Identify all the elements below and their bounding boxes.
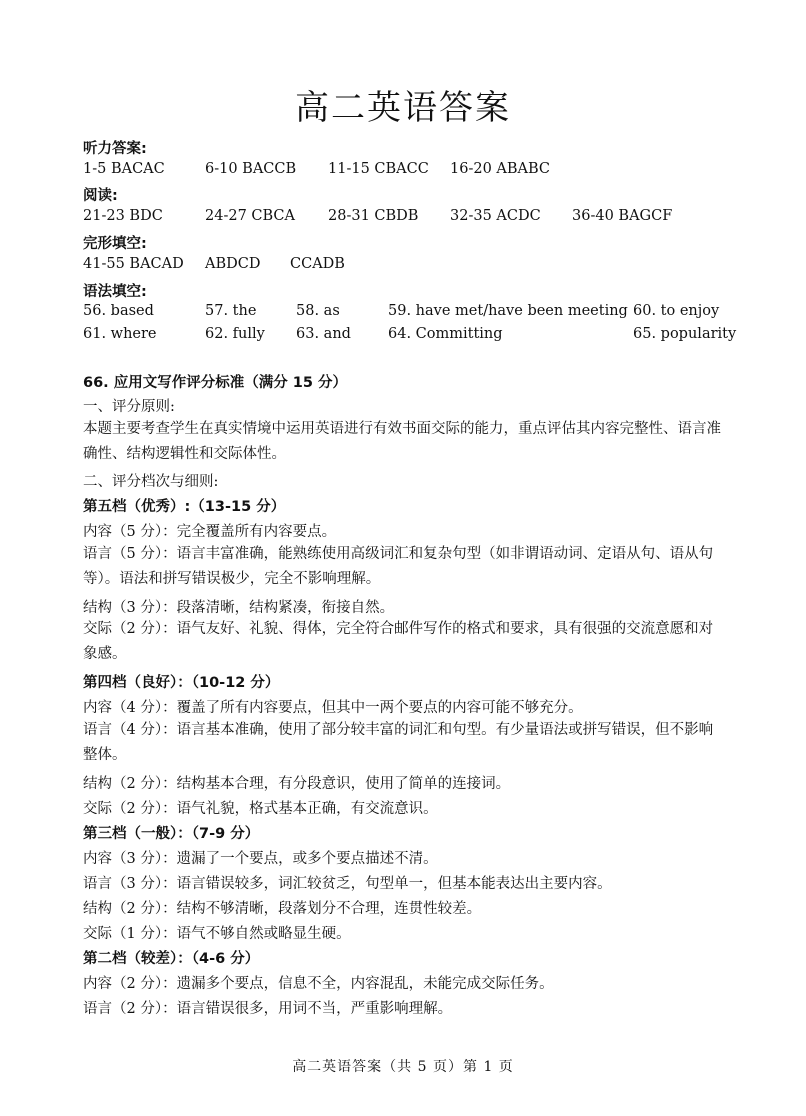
listening-answer: 1-5 BACAC xyxy=(83,161,165,177)
grammar-answer: 61. where xyxy=(83,326,157,342)
grammar-answer: 56. based xyxy=(83,303,154,319)
reading-answer: 24-27 CBCA xyxy=(205,208,295,224)
level4-structure: 结构（2 分）：结构基本合理，有分段意识，使用了简单的连接词。 xyxy=(83,776,511,792)
grammar-answer: 63. and xyxy=(296,326,351,342)
reading-answer: 28-31 CBDB xyxy=(328,208,419,224)
grammar-label: 语法填空: xyxy=(83,284,147,300)
level4-communication: 交际（2 分）：语气礼貌，格式基本正确，有交流意识。 xyxy=(83,801,438,817)
grammar-answer: 60. to enjoy xyxy=(633,303,720,319)
listening-answer: 16-20 ABABC xyxy=(450,161,551,177)
grammar-answer: 59. have met/have been meeting xyxy=(388,303,628,319)
level4-language: 语言（4 分）：语言基本准确，使用了部分较丰富的词汇和句型。有少量语法或拼写错误，但不影响整体。 xyxy=(83,722,714,763)
cloze-answer: CCADB xyxy=(290,256,345,272)
level2-heading: 第二档（较差）：（4-6 分） xyxy=(83,951,260,967)
levels-label: 二、评分档次与细则: xyxy=(83,474,219,490)
level5-structure: 结构（3 分）：段落清晰，结构紧凑，衔接自然。 xyxy=(83,600,395,616)
reading-answer: 36-40 BAGCF xyxy=(572,208,673,224)
level5-content: 内容（5 分）：完全覆盖所有内容要点。 xyxy=(83,524,337,540)
grammar-answer: 62. fully xyxy=(205,326,265,342)
page-footer: 高二英语答案（共 5 页）第 1 页 xyxy=(292,1059,514,1075)
grammar-answer: 65. popularity xyxy=(633,326,737,342)
cloze-label: 完形填空: xyxy=(83,236,147,252)
level3-content: 内容（3 分）：遗漏了一个要点，或多个要点描述不清。 xyxy=(83,851,438,867)
reading-label: 阅读: xyxy=(83,188,118,204)
level2-content: 内容（2 分）：遗漏多个要点，信息不全，内容混乱，未能完成交际任务。 xyxy=(83,976,554,992)
level5-heading: 第五档（优秀）:（13-15 分） xyxy=(83,499,286,515)
listening-answer: 11-15 CBACC xyxy=(328,161,429,177)
level5-language: 语言（5 分）：语言丰富准确，能熟练使用高级词汇和复杂句型（如非谓语动词、定语从句、语从句等）。语法和拼写错误极少，完全不影响理解。 xyxy=(83,546,714,587)
reading-answer: 32-35 ACDC xyxy=(450,208,541,224)
grammar-answer: 64. Committing xyxy=(388,326,503,342)
level4-content: 内容（4 分）：覆盖了所有内容要点，但其中一两个要点的内容可能不够充分。 xyxy=(83,700,583,716)
grammar-answer: 58. as xyxy=(296,303,340,319)
page-title: 高二英语答案 xyxy=(295,88,511,128)
writing-heading: 66. 应用文写作评分标准（满分 15 分） xyxy=(83,375,348,391)
level2-language: 语言（2 分）：语言错误很多，用词不当，严重影响理解。 xyxy=(83,1001,453,1017)
level3-communication: 交际（1 分）：语气不够自然或略显生硬。 xyxy=(83,926,351,942)
listening-label: 听力答案: xyxy=(83,141,147,157)
level3-heading: 第三档（一般）：（7-9 分） xyxy=(83,826,260,842)
level3-structure: 结构（2 分）：结构不够清晰，段落划分不合理，连贯性较差。 xyxy=(83,901,482,917)
cloze-answer: ABDCD xyxy=(205,256,261,272)
cloze-answer: 41-55 BACAD xyxy=(83,256,184,272)
principle-text: 本题主要考查学生在真实情境中运用英语进行有效书面交际的能力，重点评估其内容完整性、语言准确性、结构逻辑性和交际体性。 xyxy=(83,421,721,462)
listening-answer: 6-10 BACCB xyxy=(205,161,297,177)
level4-heading: 第四档（良好）：（10-12 分） xyxy=(83,675,280,691)
level3-language: 语言（3 分）：语言错误较多，词汇较贫乏，句型单一，但基本能表达出主要内容。 xyxy=(83,876,612,892)
level5-communication: 交际（2 分）：语气友好、礼貌、得体，完全符合邮件写作的格式和要求，具有很强的交流意愿和对象感。 xyxy=(83,621,714,662)
grammar-answer: 57. the xyxy=(205,303,257,319)
reading-answer: 21-23 BDC xyxy=(83,208,163,224)
principle-label: 一、评分原则: xyxy=(83,399,175,415)
